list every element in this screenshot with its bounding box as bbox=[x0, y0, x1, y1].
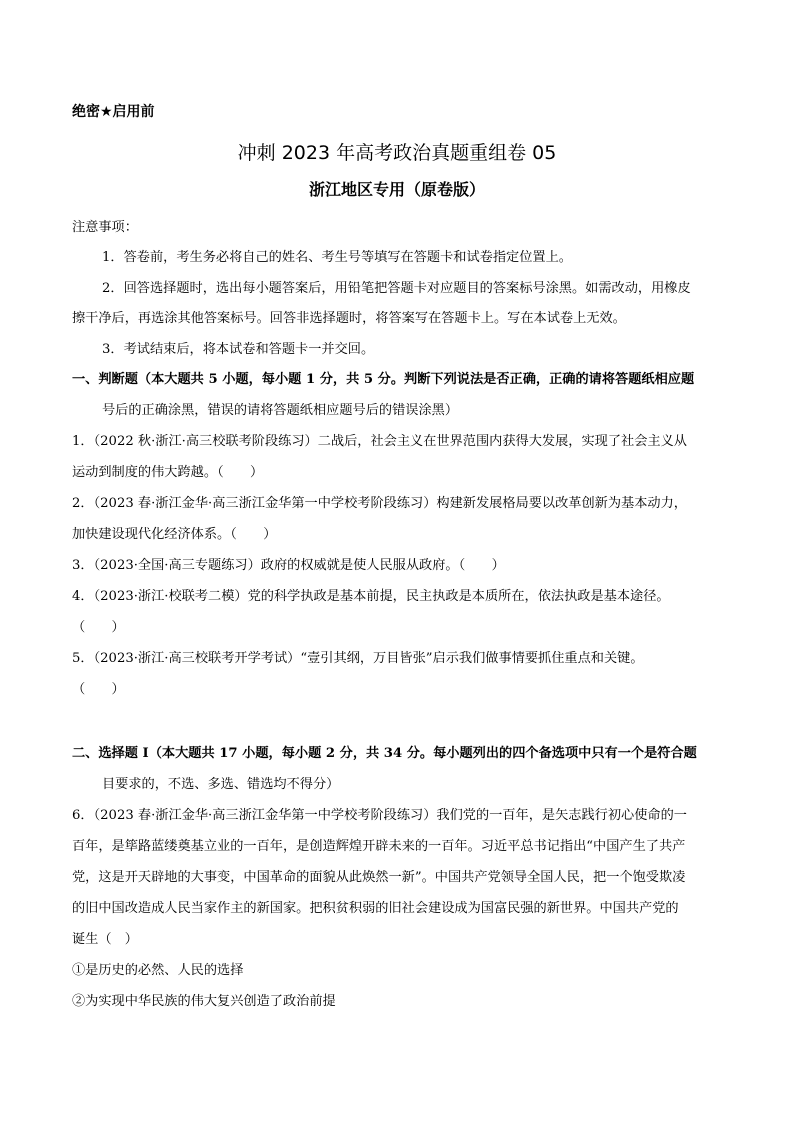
note-3: 3．考试结束后，将本试卷和答题卡一并交回。 bbox=[102, 342, 375, 357]
section2-heading-line-1: 二、选择题 I（本大题共 17 小题，每小题 2 分，共 34 分。每小题列出的四个备选项中只有一个是符合题 bbox=[72, 746, 697, 761]
note-2-line-1: 2．回答选择题时，选出每小题答案后，用铅笔把答题卡对应题目的答案标号涂黑。如需改动，用橡皮 bbox=[102, 281, 691, 296]
note-1: 1．答卷前，考生务必将自己的姓名、考生号等填写在答题卡和试卷指定位置上。 bbox=[102, 250, 572, 265]
secret-label: 绝密★启用前 bbox=[72, 104, 155, 120]
question-5-line-1: 5．（2023·浙江·高三校联考开学考试）“壹引其纲，万目皆张”启示我们做事情要抓住重点和关键。 bbox=[72, 651, 644, 666]
question-2-line-1: 2．（2023 春·浙江金华·高三浙江金华第一中学校考阶段练习）构建新发展格局要以改革创新为基本动力， bbox=[72, 496, 687, 511]
question-6-line-4: 的旧中国改造成人民当家作主的新国家。把积贫积弱的旧社会建设成为国富民强的新世界。中国共产党的 bbox=[72, 901, 679, 916]
question-6-line-1: 6．（2023 春·浙江金华·高三浙江金华第一中学校考阶段练习）我们党的一百年，是矢志践行初心使命的一 bbox=[72, 808, 687, 823]
section2-heading-line-2: 目要求的，不选、多选、错选均不得分） bbox=[102, 777, 340, 792]
question-4-line-1: 4．（2023·浙江·校联考二模）党的科学执政是基本前提，民主执政是本质所在，依法执政是基本途径。 bbox=[72, 589, 670, 604]
question-1-line-1: 1．（2022 秋·浙江·高三校联考阶段练习）二战后，社会主义在世界范围内获得大发展，实现了社会主义从 bbox=[72, 434, 687, 449]
note-2-line-2: 擦干净后，再选涂其他答案标号。回答非选择题时，将答案写在答题卡上。写在本试卷上无效。 bbox=[72, 311, 626, 326]
question-2-line-2: 加快建设现代化经济体系。（ ） bbox=[72, 527, 277, 542]
page-subtitle: 浙江地区专用（原卷版） bbox=[308, 180, 485, 199]
question-6-line-2: 百年，是筚路蓝缕奠基立业的一百年，是创造辉煌开辟未来的一百年。习近平总书记指出“中国产生了共产 bbox=[72, 839, 686, 854]
question-3: 3．（2023·全国·高三专题练习）政府的权威就是使人民服从政府。（ ） bbox=[72, 558, 505, 573]
question-4-line-2: （ ） bbox=[72, 620, 125, 635]
notes-label: 注意事项： bbox=[72, 220, 138, 235]
question-6-option-2: ②为实现中华民族的伟大复兴创造了政治前提 bbox=[72, 994, 336, 1009]
question-5-line-2: （ ） bbox=[72, 682, 125, 697]
section1-heading-line-1: 一、判断题（本大题共 5 小题，每小题 1 分，共 5 分。判断下列说法是否正确，正确的请将答题纸相应题 bbox=[72, 372, 695, 387]
section1-heading-line-2: 号后的正确涂黑，错误的请将答题纸相应题号后的错误涂黑） bbox=[102, 403, 459, 418]
question-6-line-5: 诞生（ ） bbox=[72, 932, 138, 947]
question-6-line-3: 党，这是开天辟地的大事变，中国革命的面貌从此焕然一新”。中国共产党领导全国人民，把一个饱受欺凌 bbox=[72, 870, 686, 885]
question-1-line-2: 运动到制度的伟大跨越。（ ） bbox=[72, 465, 264, 480]
question-6-option-1: ①是历史的必然、人民的选择 bbox=[72, 963, 244, 978]
page-title: 冲刺 2023 年高考政治真题重组卷 05 bbox=[237, 142, 557, 164]
